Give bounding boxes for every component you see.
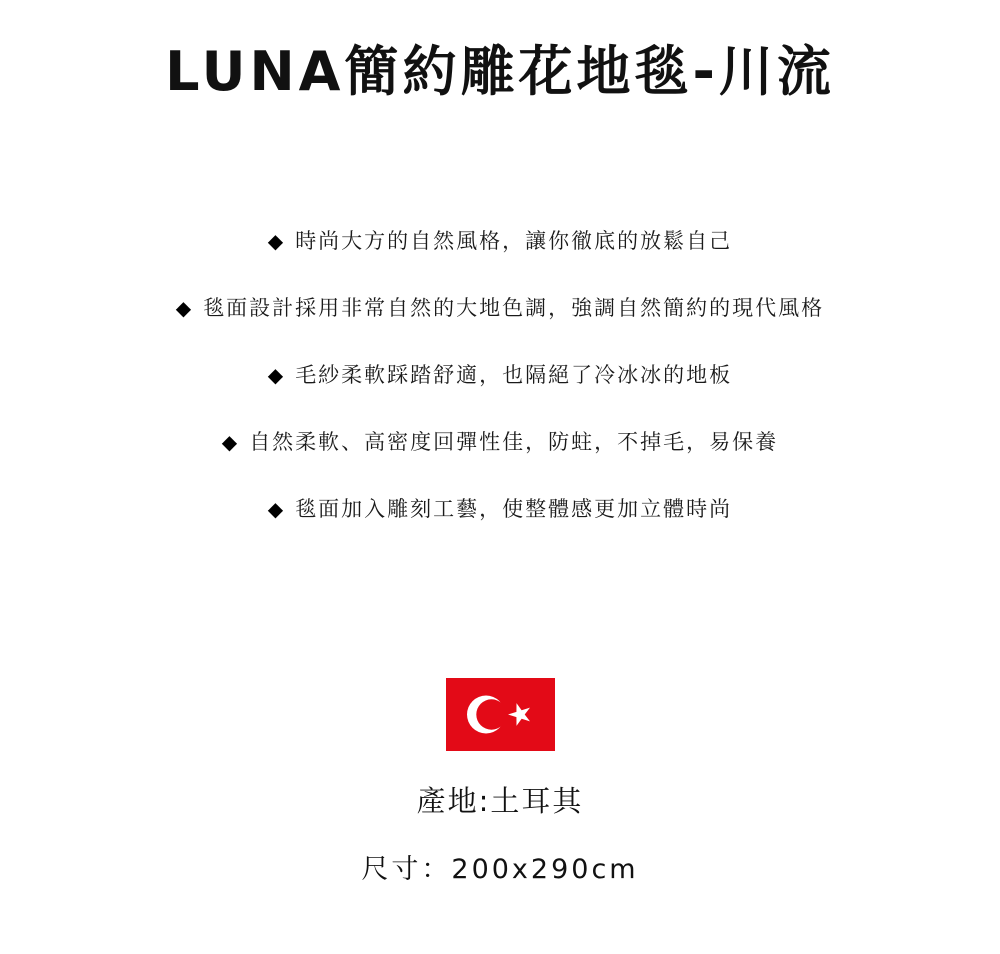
feature-item — [0, 222, 1000, 289]
feature-item — [0, 423, 1000, 490]
feature-item — [0, 289, 1000, 356]
crescent-cutout — [476, 699, 506, 729]
feature-item — [0, 490, 1000, 557]
feature-text: 毛紗柔軟踩踏舒適，也隔絕了冷冰冰的地板 — [295, 363, 733, 387]
feature-text: 毯面加入雕刻工藝，使整體感更加立體時尚 — [295, 497, 733, 521]
diamond-bullet-icon: ◆ — [267, 363, 286, 387]
feature-item — [0, 356, 1000, 423]
diamond-bullet-icon: ◆ — [175, 296, 194, 320]
origin-label: 產地:土耳其 — [416, 784, 584, 818]
feature-list — [0, 222, 1000, 557]
feature-text: 毯面設計採用非常自然的大地色調，強調自然簡約的現代風格 — [203, 296, 825, 320]
size-label: 尺寸：200x290cm — [361, 854, 639, 885]
feature-text: 時尚大方的自然風格，讓你徹底的放鬆自己 — [295, 229, 733, 253]
turkey-flag-icon — [446, 678, 555, 751]
page-title: LUNA簡約雕花地毯-川流 — [165, 40, 835, 103]
diamond-bullet-icon: ◆ — [267, 497, 286, 521]
diamond-bullet-icon: ◆ — [267, 229, 286, 253]
feature-text: 自然柔軟、高密度回彈性佳，防蛀，不掉毛，易保養 — [249, 430, 779, 454]
diamond-bullet-icon: ◆ — [221, 430, 240, 454]
